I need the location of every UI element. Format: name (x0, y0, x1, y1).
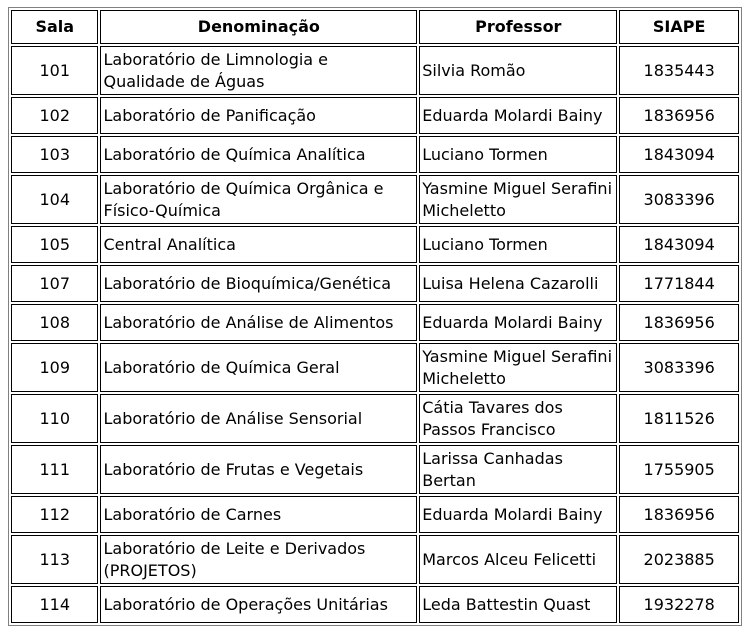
cell-siape: 3083396 (619, 175, 739, 224)
header-sala: Sala (11, 10, 98, 44)
table-row (11, 265, 739, 302)
cell-siape: 1755905 (619, 445, 739, 494)
cell-professor: Yasmine Miguel Serafini Micheletto (419, 343, 617, 392)
table-row (11, 97, 739, 134)
table-row (11, 535, 739, 584)
cell-professor: Larissa Canhadas Bertan (419, 445, 617, 494)
table-row (11, 445, 739, 494)
cell-sala: 103 (11, 136, 98, 173)
cell-professor: Eduarda Molardi Bainy (419, 496, 617, 533)
cell-professor: Cátia Tavares dos Passos Francisco (419, 394, 617, 443)
cell-professor: Luciano Tormen (419, 136, 617, 173)
cell-denominacao: Laboratório de Limnologia e Qualidade de Águas (100, 46, 417, 95)
cell-sala: 101 (11, 46, 98, 95)
table-row (11, 304, 739, 341)
cell-sala: 111 (11, 445, 98, 494)
header-professor: Professor (419, 10, 617, 44)
cell-denominacao: Laboratório de Panificação (100, 97, 417, 134)
table-row (11, 394, 739, 443)
header-denominacao: Denominação (100, 10, 417, 44)
table-row (11, 586, 739, 623)
cell-sala: 114 (11, 586, 98, 623)
cell-professor: Luciano Tormen (419, 226, 617, 263)
cell-professor: Eduarda Molardi Bainy (419, 304, 617, 341)
cell-siape: 1836956 (619, 496, 739, 533)
cell-siape: 3083396 (619, 343, 739, 392)
cell-denominacao: Laboratório de Operações Unitárias (100, 586, 417, 623)
cell-denominacao: Central Analítica (100, 226, 417, 263)
header-siape: SIAPE (619, 10, 739, 44)
table-row (11, 226, 739, 263)
cell-denominacao: Laboratório de Frutas e Vegetais (100, 445, 417, 494)
cell-sala: 113 (11, 535, 98, 584)
table-row (11, 175, 739, 224)
cell-sala: 109 (11, 343, 98, 392)
cell-sala: 110 (11, 394, 98, 443)
cell-siape: 1843094 (619, 226, 739, 263)
rooms-table (8, 7, 742, 626)
cell-professor: Leda Battestin Quast (419, 586, 617, 623)
cell-professor: Yasmine Miguel Serafini Micheletto (419, 175, 617, 224)
cell-denominacao: Laboratório de Bioquímica/Genética (100, 265, 417, 302)
cell-professor: Marcos Alceu Felicetti (419, 535, 617, 584)
table-row (11, 46, 739, 95)
cell-sala: 112 (11, 496, 98, 533)
cell-siape: 1932278 (619, 586, 739, 623)
table-row (11, 496, 739, 533)
cell-professor: Eduarda Molardi Bainy (419, 97, 617, 134)
cell-sala: 107 (11, 265, 98, 302)
cell-siape: 1836956 (619, 97, 739, 134)
cell-sala: 102 (11, 97, 98, 134)
cell-denominacao: Laboratório de Química Geral (100, 343, 417, 392)
cell-denominacao: Laboratório de Carnes (100, 496, 417, 533)
cell-sala: 105 (11, 226, 98, 263)
cell-denominacao: Laboratório de Análise Sensorial (100, 394, 417, 443)
cell-siape: 1843094 (619, 136, 739, 173)
cell-siape: 2023885 (619, 535, 739, 584)
cell-siape: 1836956 (619, 304, 739, 341)
cell-siape: 1811526 (619, 394, 739, 443)
cell-denominacao: Laboratório de Leite e Derivados (PROJETOS) (100, 535, 417, 584)
table-row (11, 343, 739, 392)
cell-denominacao: Laboratório de Química Analítica (100, 136, 417, 173)
table-row (11, 136, 739, 173)
cell-denominacao: Laboratório de Análise de Alimentos (100, 304, 417, 341)
header-row (11, 10, 739, 44)
cell-denominacao: Laboratório de Química Orgânica e Físico-Química (100, 175, 417, 224)
cell-professor: Silvia Romão (419, 46, 617, 95)
cell-siape: 1771844 (619, 265, 739, 302)
cell-professor: Luisa Helena Cazarolli (419, 265, 617, 302)
cell-sala: 108 (11, 304, 98, 341)
cell-sala: 104 (11, 175, 98, 224)
cell-siape: 1835443 (619, 46, 739, 95)
